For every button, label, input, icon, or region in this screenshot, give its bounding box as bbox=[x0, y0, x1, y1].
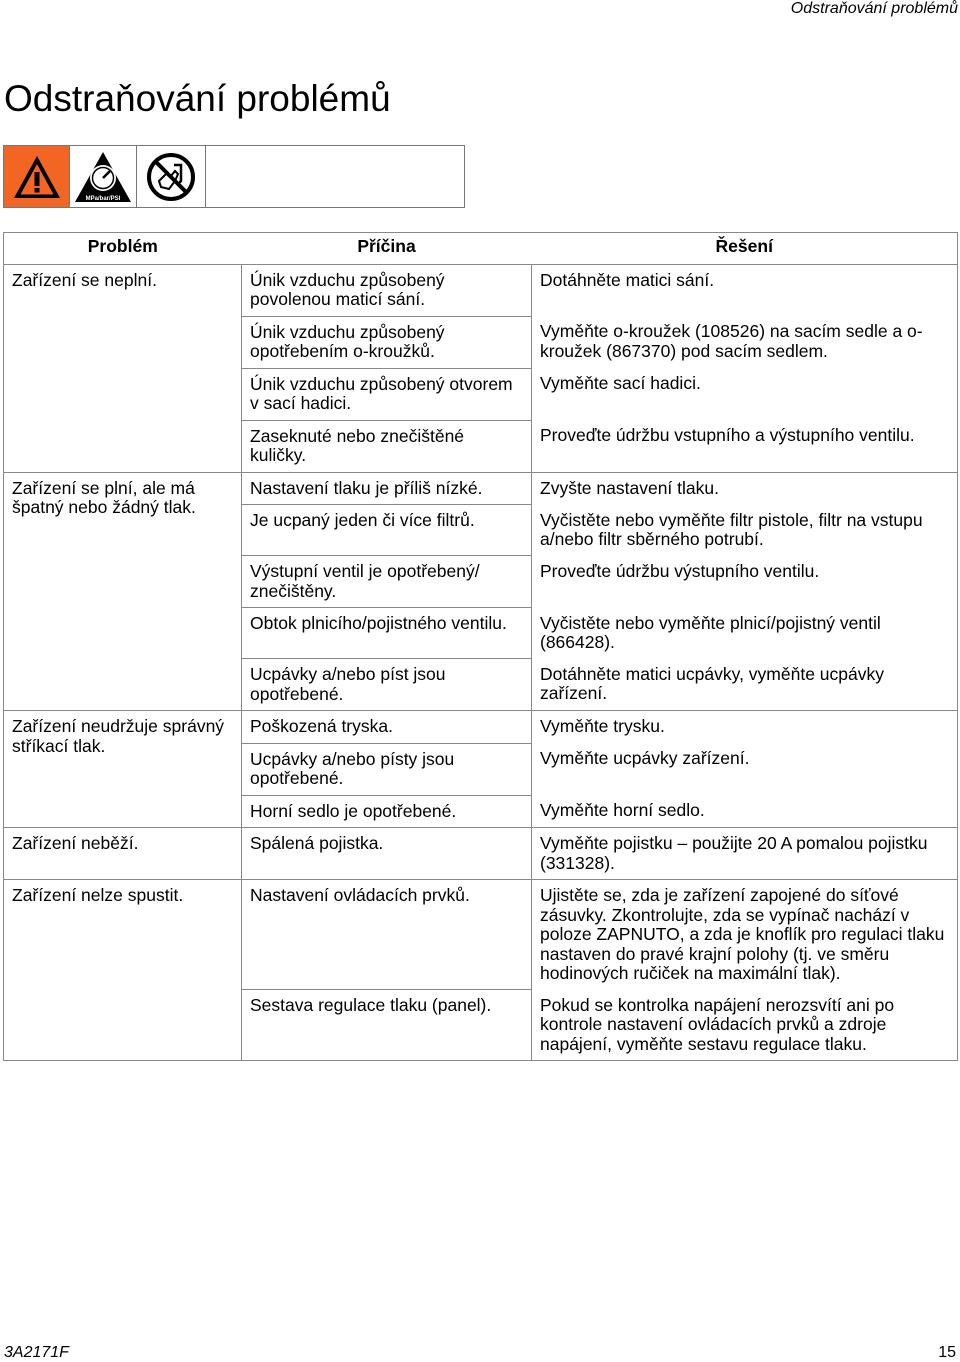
problem-cell: Zařízení nelze spustit. bbox=[4, 880, 242, 1061]
solution-cell: Vyměňte horní sedlo. bbox=[532, 795, 958, 828]
pressure-unit-label: MPa/bar/PSI bbox=[85, 195, 121, 202]
header-problem: Problém bbox=[4, 233, 242, 265]
solution-cell: Dotáhněte matici sání. bbox=[532, 264, 958, 316]
solution-cell: Proveďte údržbu výstupního ventilu. bbox=[532, 556, 958, 608]
warning-symbols-box bbox=[3, 145, 465, 208]
cause-cell: Únik vzduchu způsobený otvorem v sací hadici. bbox=[242, 368, 532, 420]
solution-cell: Vyměňte ucpávky zařízení. bbox=[532, 743, 958, 795]
running-header: Odstraňování problémů bbox=[790, 0, 958, 17]
warning-cell-3 bbox=[137, 146, 206, 207]
page-number: 15 bbox=[938, 1344, 956, 1361]
table-row bbox=[4, 711, 958, 744]
problem-cell: Zařízení se neplní. bbox=[4, 264, 242, 472]
cause-cell: Únik vzduchu způsobený povolenou maticí sání. bbox=[242, 264, 532, 316]
warning-cell-1 bbox=[4, 146, 70, 207]
warning-triangle-icon bbox=[12, 154, 62, 200]
solution-cell: Vyměňte trysku. bbox=[532, 711, 958, 744]
document-code: 3A2171F bbox=[4, 1344, 69, 1361]
table-body bbox=[4, 264, 958, 1061]
cause-cell: Poškozená tryska. bbox=[242, 711, 532, 744]
solution-cell: Ujistěte se, zda je zařízení zapojené do síťové zásuvky. Zkontrolujte, zda se vypínač nachází v poloze ZAPNUTO, a zda je knoflík pro regulaci tlaku nastaven do pravé krajní polohy (tj. ve směru hodinových ručiček na maximální tlak). bbox=[532, 880, 958, 990]
solution-cell: Vyměňte pojistku – použijte 20 A pomalou pojistku (331328). bbox=[532, 828, 958, 880]
solution-cell: Vyměňte o-kroužek (108526) na sacím sedle a o-kroužek (867370) pod sacím sedlem. bbox=[532, 316, 958, 368]
table-header-row bbox=[4, 233, 958, 265]
cause-cell: Je ucpaný jeden či více filtrů. bbox=[242, 505, 532, 556]
cause-cell: Zaseknuté nebo znečištěné kuličky. bbox=[242, 420, 532, 472]
cause-cell: Únik vzduchu způsobený opotřebením o-kroužků. bbox=[242, 316, 532, 368]
table-row bbox=[4, 880, 958, 990]
solution-cell: Vyměňte sací hadici. bbox=[532, 368, 958, 420]
problem-cell: Zařízení se plní, ale má špatný nebo žádný tlak. bbox=[4, 472, 242, 711]
page-title: Odstraňování problémů bbox=[4, 78, 391, 119]
table-row bbox=[4, 264, 958, 316]
header-solution: Řešení bbox=[532, 233, 958, 265]
problem-cell: Zařízení neudržuje správný stříkací tlak. bbox=[4, 711, 242, 828]
cause-cell: Nastavení tlaku je příliš nízké. bbox=[242, 472, 532, 505]
table-row bbox=[4, 472, 958, 505]
problem-cell: Zařízení neběží. bbox=[4, 828, 242, 880]
solution-cell: Vyčistěte nebo vyměňte filtr pistole, filtr na vstupu a/nebo filtr sběrného potrubí. bbox=[532, 505, 958, 556]
warning-cell-2 bbox=[70, 146, 137, 207]
table-row bbox=[4, 828, 958, 880]
solution-cell: Proveďte údržbu vstupního a výstupního ventilu. bbox=[532, 420, 958, 472]
no-hand-near-nozzle-icon bbox=[145, 151, 197, 203]
solution-cell: Dotáhněte matici ucpávky, vyměňte ucpávky zařízení. bbox=[532, 659, 958, 711]
solution-cell: Pokud se kontrolka napájení nerozsvítí ani po kontrole nastavení ovládacích prvků a zdroje napájení, vyměňte sestavu regulace tlaku. bbox=[532, 990, 958, 1061]
cause-cell: Sestava regulace tlaku (panel). bbox=[242, 990, 532, 1061]
solution-cell: Zvyšte nastavení tlaku. bbox=[532, 472, 958, 505]
pressure-gauge-icon bbox=[73, 150, 133, 204]
cause-cell: Ucpávky a/nebo písty jsou opotřebené. bbox=[242, 743, 532, 795]
cause-cell: Horní sedlo je opotřebené. bbox=[242, 795, 532, 828]
troubleshooting-table bbox=[3, 232, 958, 1061]
cause-cell: Ucpávky a/nebo píst jsou opotřebené. bbox=[242, 659, 532, 711]
warning-cell-empty bbox=[206, 146, 464, 207]
solution-cell: Vyčistěte nebo vyměňte plnicí/pojistný ventil (866428). bbox=[532, 608, 958, 659]
cause-cell: Výstupní ventil je opotřebený/ znečištěny. bbox=[242, 556, 532, 608]
cause-cell: Nastavení ovládacích prvků. bbox=[242, 880, 532, 990]
header-cause: Příčina bbox=[242, 233, 532, 265]
cause-cell: Spálená pojistka. bbox=[242, 828, 532, 880]
cause-cell: Obtok plnicího/pojistného ventilu. bbox=[242, 608, 532, 659]
